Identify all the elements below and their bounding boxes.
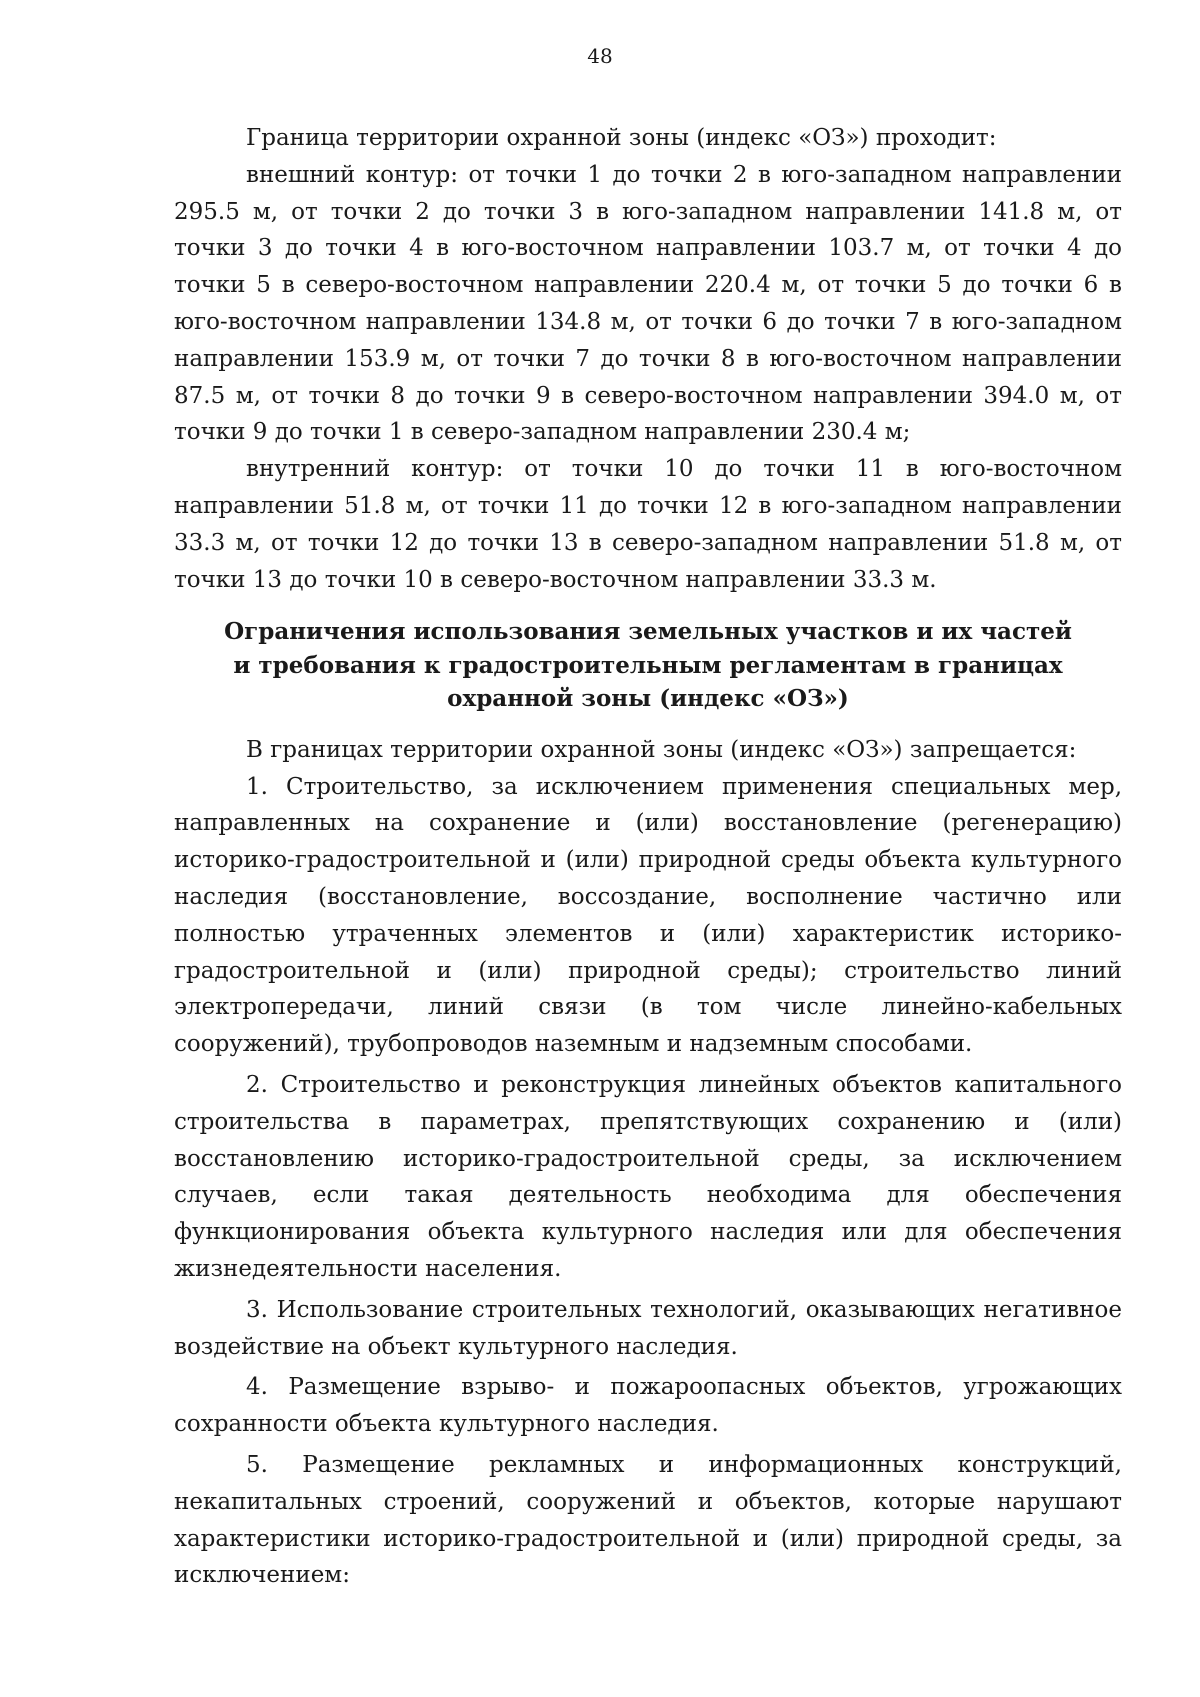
prohibitions-intro: В границах территории охранной зоны (индекс «ОЗ») запрещается:	[246, 736, 1077, 763]
section-heading	[174, 615, 1122, 716]
page-number: 48	[587, 44, 613, 68]
prohibition-item-2: 2. Строительство и реконструкция линейных объектов капитального строительства в параметрах, препятствующих сохранению и (или) восстановлению историко-градостроительной среды, за исключением случаев, если такая деятельность необходима для обеспечения функционирования объекта культурного наследия или для обеспечения жизнедеятельности населения.	[174, 1072, 1122, 1283]
section-heading-line-1: Ограничения использования земельных участков и их частей	[224, 618, 1072, 646]
section-heading-line-2: и требования к градостроительным регламентам в границах	[233, 651, 1063, 679]
prohibition-item-4: 4. Размещение взрыво- и пожароопасных объектов, угрожающих сохранности объекта культурного наследия.	[174, 1374, 1122, 1438]
page-content	[174, 120, 1122, 1594]
prohibition-item-3: 3. Использование строительных технологий, оказывающих негативное воздействие на объект культурного наследия.	[174, 1296, 1122, 1360]
prohibition-item-1: 1. Строительство, за исключением применения специальных мер, направленных на сохранение и (или) восстановление (регенерацию) историко-градостроительной и (или) природной среды объекта культурного наследия (восстановление, воссоздание, восполнение частично или полностью утраченных элементов и (или) характеристик историко-градостроительной и (или) природной среды); строительство линий электропередачи, линий связи (в том числе линейно-кабельных сооружений), трубопроводов наземным и надземным способами.	[174, 773, 1122, 1058]
prohibition-item-5: 5. Размещение рекламных и информационных конструкций, некапитальных строений, сооружений и объектов, которые нарушают характеристики историко-градостроительной и (или) природной среды, за исключением:	[174, 1452, 1122, 1589]
outer-contour-paragraph: внешний контур: от точки 1 до точки 2 в юго-западном направлении 295.5 м, от точки 2 до точки 3 в юго-западном направлении 141.8 м, от точки 3 до точки 4 в юго-восточном направлении 103.7 м, от точки 4 до точки 5 в северо-восточном направлении 220.4 м, от точки 5 до точки 6 в юго-восточном направлении 134.8 м, от точки 6 до точки 7 в юго-западном направлении 153.9 м, от точки 7 до точки 8 в юго-восточном направлении 87.5 м, от точки 8 до точки 9 в северо-восточном направлении 394.0 м, от точки 9 до точки 1 в северо-западном направлении 230.4 м;	[174, 161, 1122, 446]
inner-contour-paragraph: внутренний контур: от точки 10 до точки 11 в юго-восточном направлении 51.8 м, от точки 11 до точки 12 в юго-западном направлении 33.3 м, от точки 12 до точки 13 в северо-западном направлении 51.8 м, от точки 13 до точки 10 в северо-восточном направлении 33.3 м.	[174, 456, 1122, 593]
boundary-intro: Граница территории охранной зоны (индекс «ОЗ») проходит:	[246, 125, 997, 151]
section-heading-line-3: охранной зоны (индекс «ОЗ»)	[447, 685, 849, 713]
